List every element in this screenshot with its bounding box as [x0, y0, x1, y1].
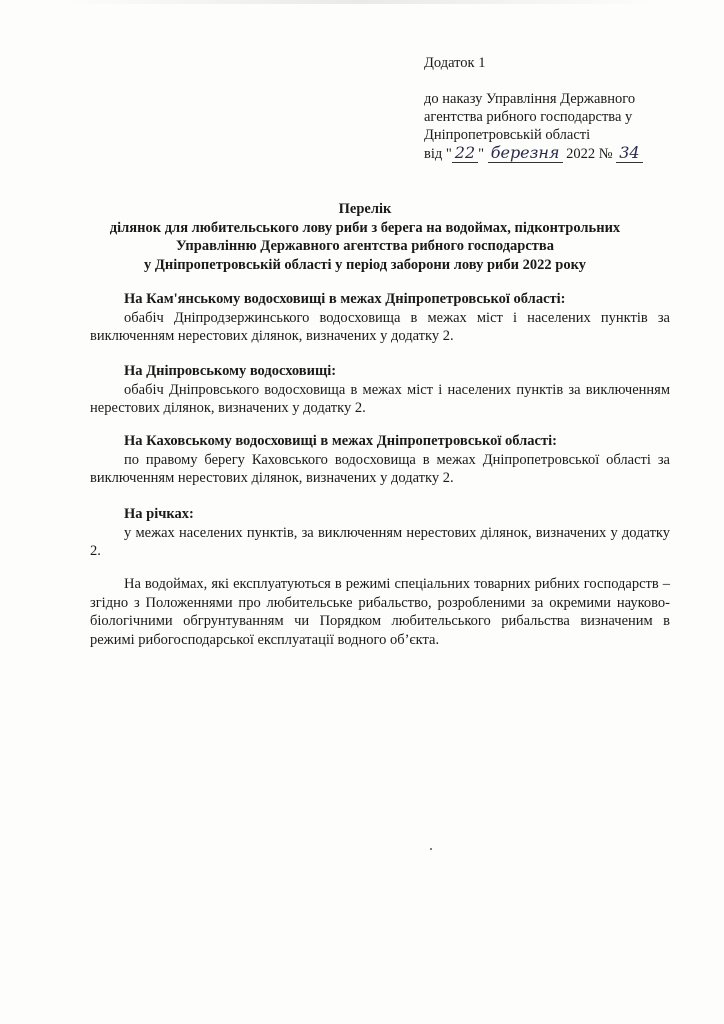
order-line-3: Дніпропетровській області [424, 127, 591, 143]
annex-label: Додаток 1 [424, 55, 486, 71]
date-year-number-label: 2022 № [566, 146, 613, 162]
date-separator: " [478, 146, 485, 162]
section-body: обабіч Дніпродзержинського водосховища в межах міст і населених пунктів за виключенням нерестових ділянок, визначених у додатку 2. [90, 309, 670, 344]
section-body: обабіч Дніпровського водосховища в межах міст і населених пунктів за виключенням нерестових ділянок, визначених у додатку 2. [90, 381, 670, 416]
section-body: у межах населених пунктів, за виключенням нерестових ділянок, визначених у додатку 2. [90, 524, 670, 559]
title-line-1: Перелік [338, 201, 392, 217]
section-heading: На Каховському водосховищі в межах Дніпропетровської області: [124, 433, 557, 449]
scan-artifact [60, 0, 660, 4]
title-line-3: Управлінню Державного агентства рибного господарства [175, 238, 555, 254]
order-line-1: до наказу Управління Державного [424, 91, 636, 107]
scan-speck [430, 848, 432, 850]
section-heading: На річках: [124, 506, 194, 522]
section-heading: На Кам'янському водосховищі в межах Дніпропетровської області: [124, 291, 566, 307]
section-kamianske [90, 290, 670, 346]
title-line-2: ділянок для любительського лову риби з берега на водоймах, підконтрольних [109, 219, 621, 236]
title-line-4: у Дніпропетровській області у період заборони лову риби 2022 року [144, 256, 586, 273]
order-number-handwritten: 34 [616, 143, 642, 163]
date-prefix: від " [424, 146, 452, 162]
date-month-handwritten: березня [488, 143, 563, 163]
section-body: по правому берегу Каховського водосховища в межах Дніпропетровської області за виключенням нерестових ділянок, визначених у додатку 2. [90, 451, 670, 486]
section-rivers [90, 505, 670, 561]
section-heading: На Дніпровському водосховищі: [124, 363, 337, 379]
section-dnipro [90, 362, 670, 418]
order-line-2: агентства рибного господарства у [424, 109, 633, 125]
order-reference [424, 90, 684, 163]
section-kakhovka [90, 432, 670, 488]
date-day-handwritten: 22 [452, 143, 478, 163]
document-title [60, 200, 670, 274]
order-date-line [424, 144, 684, 163]
final-paragraph: На водоймах, які експлуатуються в режимі спеціальних товарних рибних господарств – згідно з Положеннями про любительське рибальство, розробленими за окремими науково-біологічними обгрунтуванням чи Порядком любительського рибальства визначеним в режимі рибогосподарської експлуатації водного об’єкта. [90, 576, 670, 648]
